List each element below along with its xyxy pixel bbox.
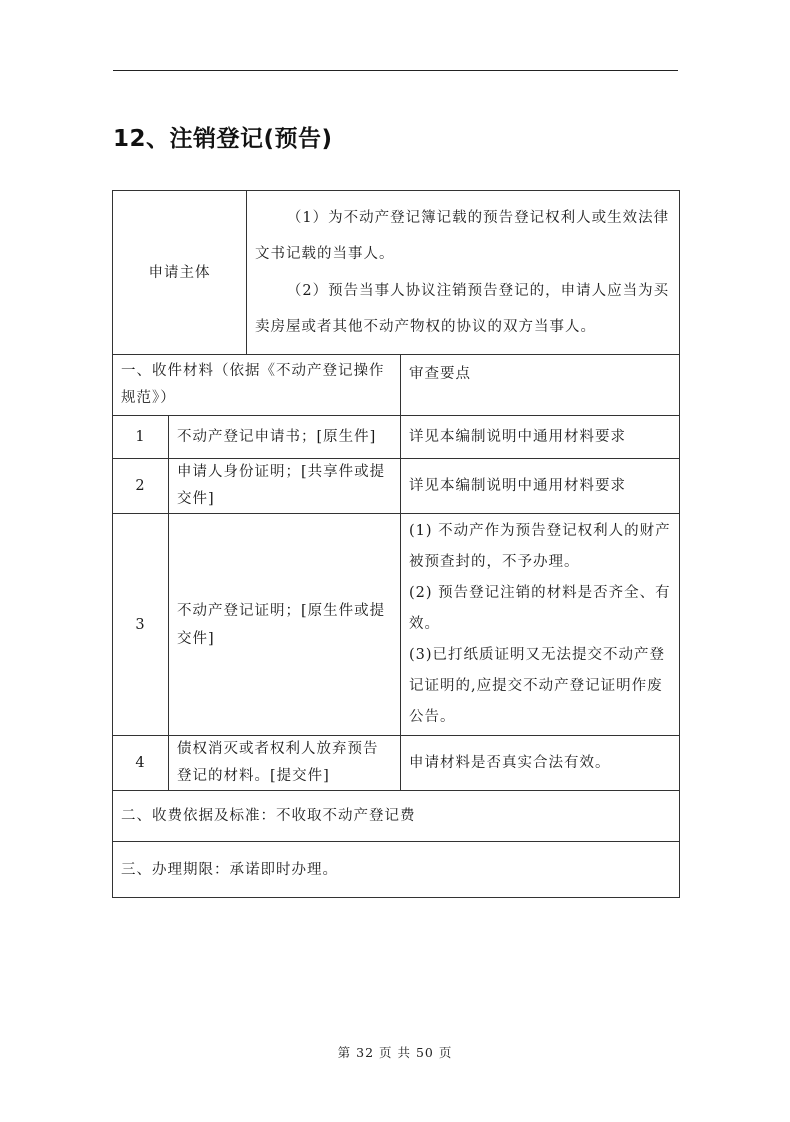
review-point: (1) 不动产作为预告登记权利人的财产被预查封的，不予办理。 — [409, 523, 671, 570]
applicant-para-1: （1）为不动产登记簿记载的预告登记权利人或生效法律文书记载的当事人。 — [255, 209, 670, 262]
material-text: 申请人身份证明；[共享件或提交件] — [169, 459, 401, 514]
registration-table — [112, 190, 680, 898]
material-row-2 — [113, 459, 680, 514]
review-point: 详见本编制说明中通用材料要求 — [401, 416, 680, 459]
review-header: 审查要点 — [401, 355, 680, 416]
fee-row — [113, 791, 680, 842]
section-heading: 12、注销登记(预告) — [113, 126, 333, 152]
fee-text: 二、收费依据及标准：不收取不动产登记费 — [113, 791, 680, 842]
row-number: 3 — [113, 514, 169, 736]
page-footer: 第 32 页 共 50 页 — [337, 1045, 453, 1060]
review-point: 申请材料是否真实合法有效。 — [401, 736, 680, 791]
materials-header-row — [113, 355, 680, 416]
row-number: 2 — [113, 459, 169, 514]
materials-header: 一、收件材料（依据《不动产登记操作规范》） — [113, 355, 401, 416]
review-points — [401, 514, 680, 736]
applicant-para-2: （2）预告当事人协议注销预告登记的，申请人应当为买卖房屋或者其他不动产物权的协议的双方当事人。 — [255, 282, 670, 335]
header-rule — [113, 70, 678, 71]
row-number: 4 — [113, 736, 169, 791]
material-text: 债权消灭或者权利人放弃预告登记的材料。[提交件] — [169, 736, 401, 791]
review-point: 详见本编制说明中通用材料要求 — [401, 459, 680, 514]
applicant-row — [113, 191, 680, 355]
review-point: (2) 预告登记注销的材料是否齐全、有效。 — [409, 585, 671, 632]
material-text: 不动产登记申请书；[原生件] — [169, 416, 401, 459]
material-text: 不动产登记证明；[原生件或提交件] — [169, 514, 401, 736]
deadline-text: 三、办理期限：承诺即时办理。 — [113, 842, 680, 898]
deadline-row — [113, 842, 680, 898]
material-row-1 — [113, 416, 680, 459]
material-row-4 — [113, 736, 680, 791]
applicant-content — [247, 191, 680, 355]
row-number: 1 — [113, 416, 169, 459]
material-row-3 — [113, 514, 680, 736]
review-point: (3)已打纸质证明又无法提交不动产登记证明的,应提交不动产登记证明作废公告。 — [409, 647, 666, 725]
applicant-label: 申请主体 — [113, 191, 247, 355]
